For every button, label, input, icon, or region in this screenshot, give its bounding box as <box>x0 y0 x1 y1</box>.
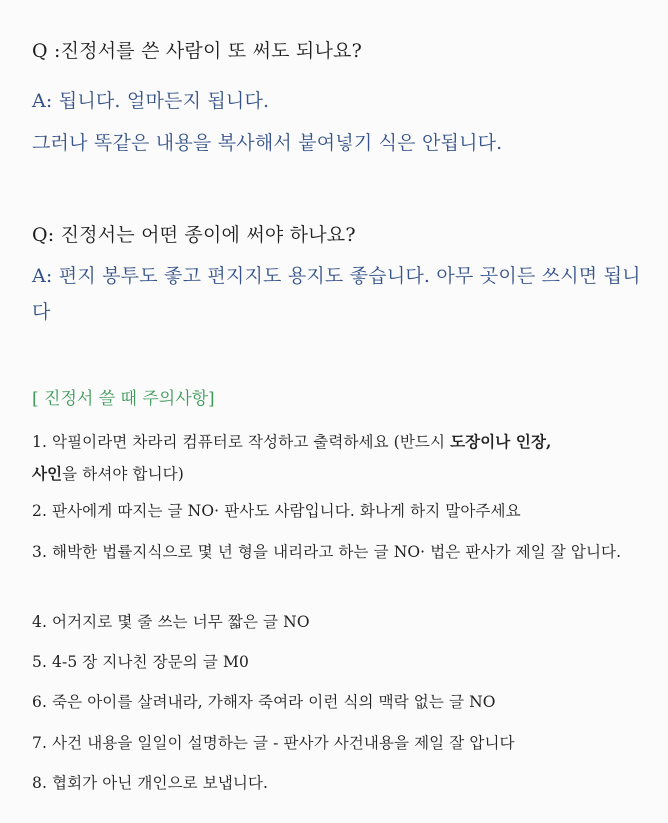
notice-item-1-text: 1. 악필이라면 차라리 컴퓨터로 작성하고 출력하세요 (반드시 <box>32 433 451 451</box>
notice-item-6: 6. 죽은 아이를 살려내라, 가해자 죽여라 이런 식의 맥락 없는 글 NO <box>32 693 496 711</box>
notice-item-5: 5. 4-5 장 지나친 장문의 글 M0 <box>32 653 249 671</box>
notice-item-1-bold-stamp: 도장이나 인장, <box>450 432 552 451</box>
notice-item-2: 2. 판사에게 따지는 글 NO· 판사도 사람입니다. 화나게 하지 말아주세요 <box>32 502 521 520</box>
notice-item-1-text-end: 을 하셔야 합니다) <box>62 465 184 483</box>
question-1: Q :진정서를 쓴 사람이 또 써도 되나요? <box>32 40 362 62</box>
question-2: Q: 진정서는 어떤 종이에 써야 하나요? <box>32 224 356 246</box>
notice-title: [ 진정서 쓸 때 주의사항] <box>32 389 215 409</box>
notice-item-1-bold-sign: 사인 <box>32 464 63 483</box>
answer-1-line-1: A: 됩니다. 얼마든지 됩니다. <box>32 90 270 112</box>
answer-1-line-2: 그러나 똑같은 내용을 복사해서 붙여넣기 식은 안됩니다. <box>32 132 503 154</box>
notice-item-1 <box>32 426 648 490</box>
notice-item-8: 8. 협회가 아닌 개인으로 보냅니다. <box>32 774 269 792</box>
answer-2: A: 편지 봉투도 좋고 편지지도 용지도 좋습니다. 아무 곳이든 쓰시면 됩니다 <box>32 265 641 323</box>
notice-item-4: 4. 어거지로 몇 줄 쓰는 너무 짧은 글 NO <box>32 613 310 631</box>
notice-item-7: 7. 사건 내용을 일일이 설명하는 글 - 판사가 사건내용을 제일 잘 압니다 <box>32 734 515 752</box>
notice-item-3: 3. 해박한 법률지식으로 몇 년 형을 내리라고 하는 글 NO· 법은 판사가 제일 잘 압니다. <box>32 543 622 561</box>
